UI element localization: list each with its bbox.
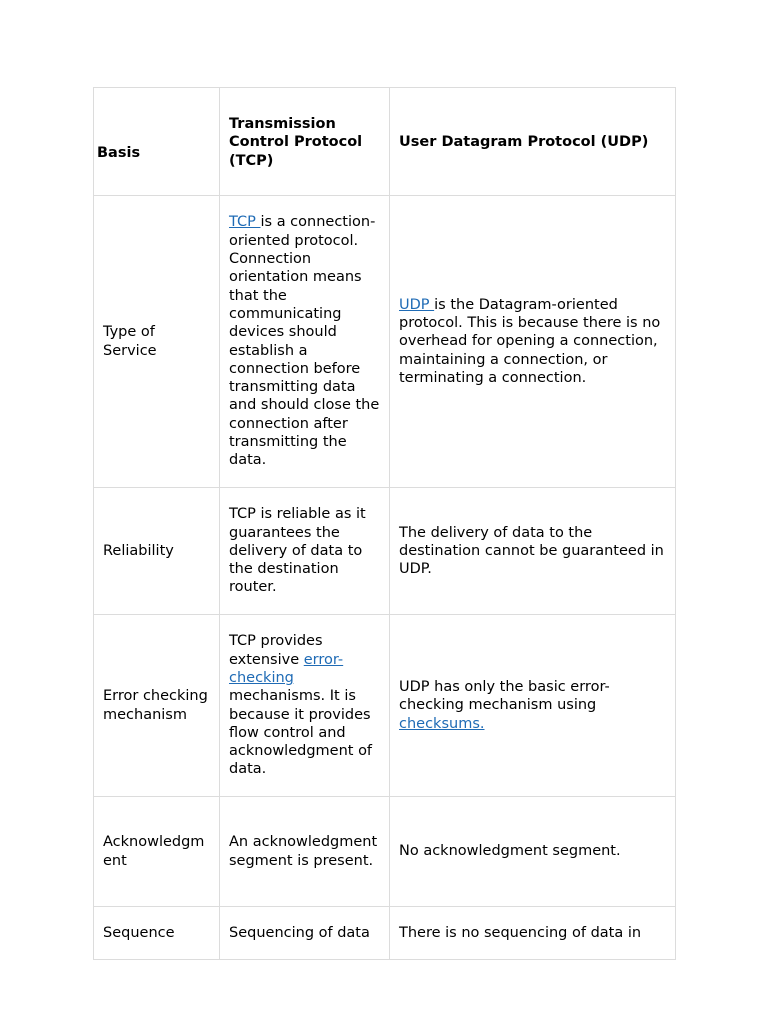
udp-cell <box>390 196 676 488</box>
tcp-cell <box>220 196 390 488</box>
header-tcp: Transmission Control Protocol (TCP) <box>220 88 390 196</box>
tcp-text: is a connection-oriented protocol. Connection orientation means that the communicating devices should establish a connection before transmitting data and should close the connection after transmitting the data. <box>229 214 380 469</box>
tcp-link[interactable]: TCP <box>229 214 261 231</box>
tcp-text-before: TCP provides extensive <box>229 633 323 668</box>
table-row <box>94 797 676 907</box>
tcp-cell: Sequencing of data <box>220 907 390 960</box>
basis-cell: Type of Service <box>94 196 220 488</box>
tcp-cell: An acknowledgment segment is present. <box>220 797 390 907</box>
error-checking-link[interactable]: error-checking <box>229 651 344 686</box>
tcp-text-after: mechanisms. It is because it provides flow control and acknowledgment of data. <box>229 688 373 778</box>
udp-cell: There is no sequencing of data in <box>390 907 676 960</box>
udp-cell: No acknowledgment segment. <box>390 797 676 907</box>
table-row <box>94 488 676 615</box>
udp-text-before: UDP has only the basic error-checking mechanism using <box>399 679 610 714</box>
basis-cell: Acknowledgment <box>94 797 220 907</box>
udp-link[interactable]: UDP <box>399 296 435 313</box>
udp-cell <box>390 615 676 797</box>
tcp-cell: TCP is reliable as it guarantees the delivery of data to the destination router. <box>220 488 390 615</box>
header-udp: User Datagram Protocol (UDP) <box>390 88 676 196</box>
basis-cell: Sequence <box>94 907 220 960</box>
tcp-cell <box>220 615 390 797</box>
table-row <box>94 615 676 797</box>
comparison-table <box>93 87 676 960</box>
table-row <box>94 196 676 488</box>
udp-cell: The delivery of data to the destination cannot be guaranteed in UDP. <box>390 488 676 615</box>
checksums-link[interactable]: checksums. <box>399 715 485 732</box>
basis-cell: Error checking mechanism <box>94 615 220 797</box>
basis-cell: Reliability <box>94 488 220 615</box>
header-row <box>94 88 676 196</box>
header-basis: Basis <box>94 88 220 196</box>
udp-text: is the Datagram-oriented protocol. This is because there is no overhead for opening a connection, maintaining a connection, or terminating a connection. <box>399 296 661 386</box>
table-row <box>94 907 676 960</box>
